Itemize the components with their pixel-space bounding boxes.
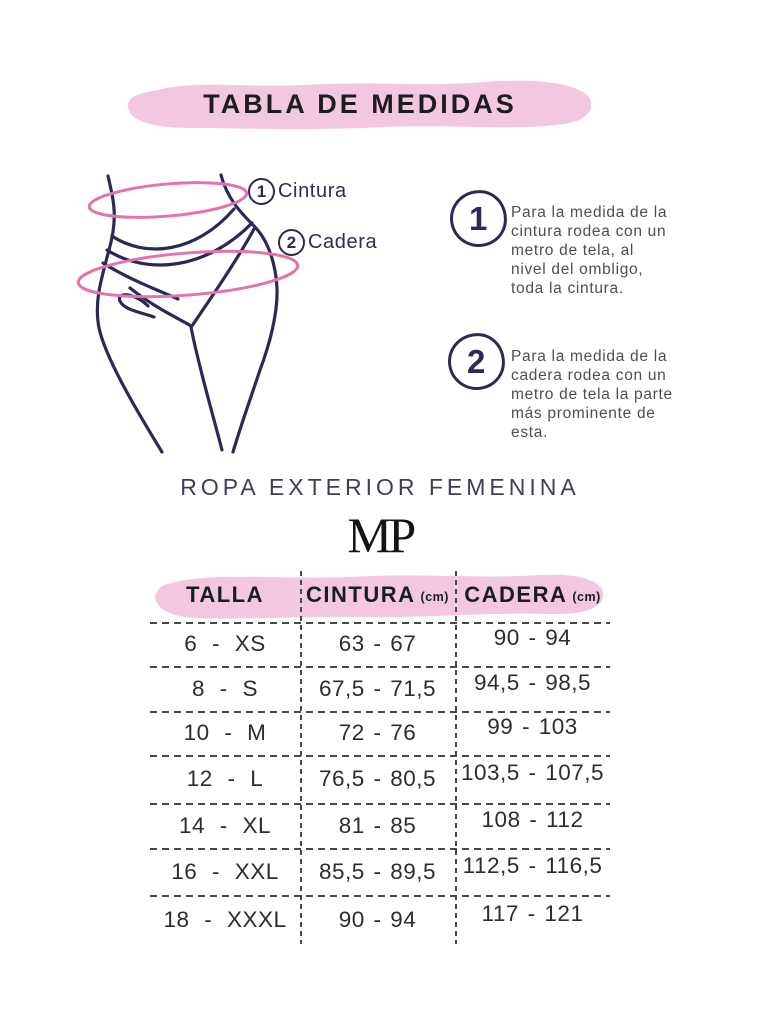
column-header-talla <box>150 568 300 622</box>
cell-cintura: 63 - 67 <box>338 631 417 656</box>
cell-cintura: 76,5 - 80,5 <box>318 766 437 791</box>
size-table <box>150 568 610 948</box>
column-header-cintura-unit: (cm) <box>420 590 449 604</box>
column-header-talla-label: TALLA <box>186 582 264 607</box>
page-title: TABLA DE MEDIDAS <box>203 88 517 119</box>
instruction-1-badge <box>447 187 510 250</box>
callout-cintura <box>248 178 347 205</box>
table-row <box>150 895 610 944</box>
cell-cadera: 108 - 112 <box>481 806 584 832</box>
cell-talla: 16 - XXL <box>171 858 279 884</box>
column-header-cadera-unit: (cm) <box>572 590 601 604</box>
cell-cadera: 99 - 103 <box>487 714 578 739</box>
cell-talla: 10 - M <box>183 720 267 745</box>
column-header-cadera-label: CADERA <box>464 582 568 607</box>
cell-cintura: 90 - 94 <box>338 906 417 932</box>
instruction-2-text: Para la medida de la cadera rodea con un metro de tela la parte más prominente de esta. <box>511 348 673 441</box>
cell-talla: 12 - L <box>186 766 264 791</box>
instruction-2-number: 2 <box>467 342 486 380</box>
cell-cadera: 90 - 94 <box>493 625 572 650</box>
cell-talla: 8 - S <box>191 675 259 701</box>
cell-cadera: 103,5 - 107,5 <box>460 760 605 785</box>
instruction-1-number: 1 <box>469 199 488 237</box>
callout-cadera-number: 2 <box>286 232 297 252</box>
instruction-2-badge <box>445 330 508 393</box>
cell-cadera: 94,5 - 98,5 <box>473 669 592 695</box>
category-heading: ROPA EXTERIOR FEMENINA <box>180 474 580 500</box>
column-header-cadera <box>455 568 610 622</box>
cell-talla: 18 - XXXL <box>163 906 287 932</box>
circle-2-badge <box>278 229 305 256</box>
cell-cadera: 117 - 121 <box>481 900 584 926</box>
cell-cintura: 67,5 - 71,5 <box>318 675 437 701</box>
table-row <box>150 848 610 895</box>
instruction-1-text: Para la medida de la cintura rodea con un metro de tela, al nivel del ombligo, toda la cintura. <box>511 204 668 297</box>
column-header-cintura-label: CINTURA <box>306 582 416 607</box>
brand-logo: MP <box>347 507 413 563</box>
callout-cintura-number: 1 <box>256 181 267 201</box>
callout-cadera-label: Cadera <box>308 231 378 253</box>
title-banner <box>124 76 596 132</box>
cell-cintura: 85,5 - 89,5 <box>318 858 437 884</box>
cell-talla: 14 - XL <box>178 812 272 838</box>
cell-cintura: 81 - 85 <box>338 812 417 838</box>
circle-1-badge <box>248 178 275 205</box>
callout-cintura-label: Cintura <box>278 180 347 202</box>
column-header-cintura <box>300 568 455 622</box>
table-row <box>150 755 610 803</box>
table-header-row <box>150 568 610 622</box>
cell-talla: 6 - XS <box>184 631 266 656</box>
cell-cintura: 72 - 76 <box>338 720 417 745</box>
callout-cadera <box>278 229 377 256</box>
cell-cadera: 112,5 - 116,5 <box>462 852 603 878</box>
